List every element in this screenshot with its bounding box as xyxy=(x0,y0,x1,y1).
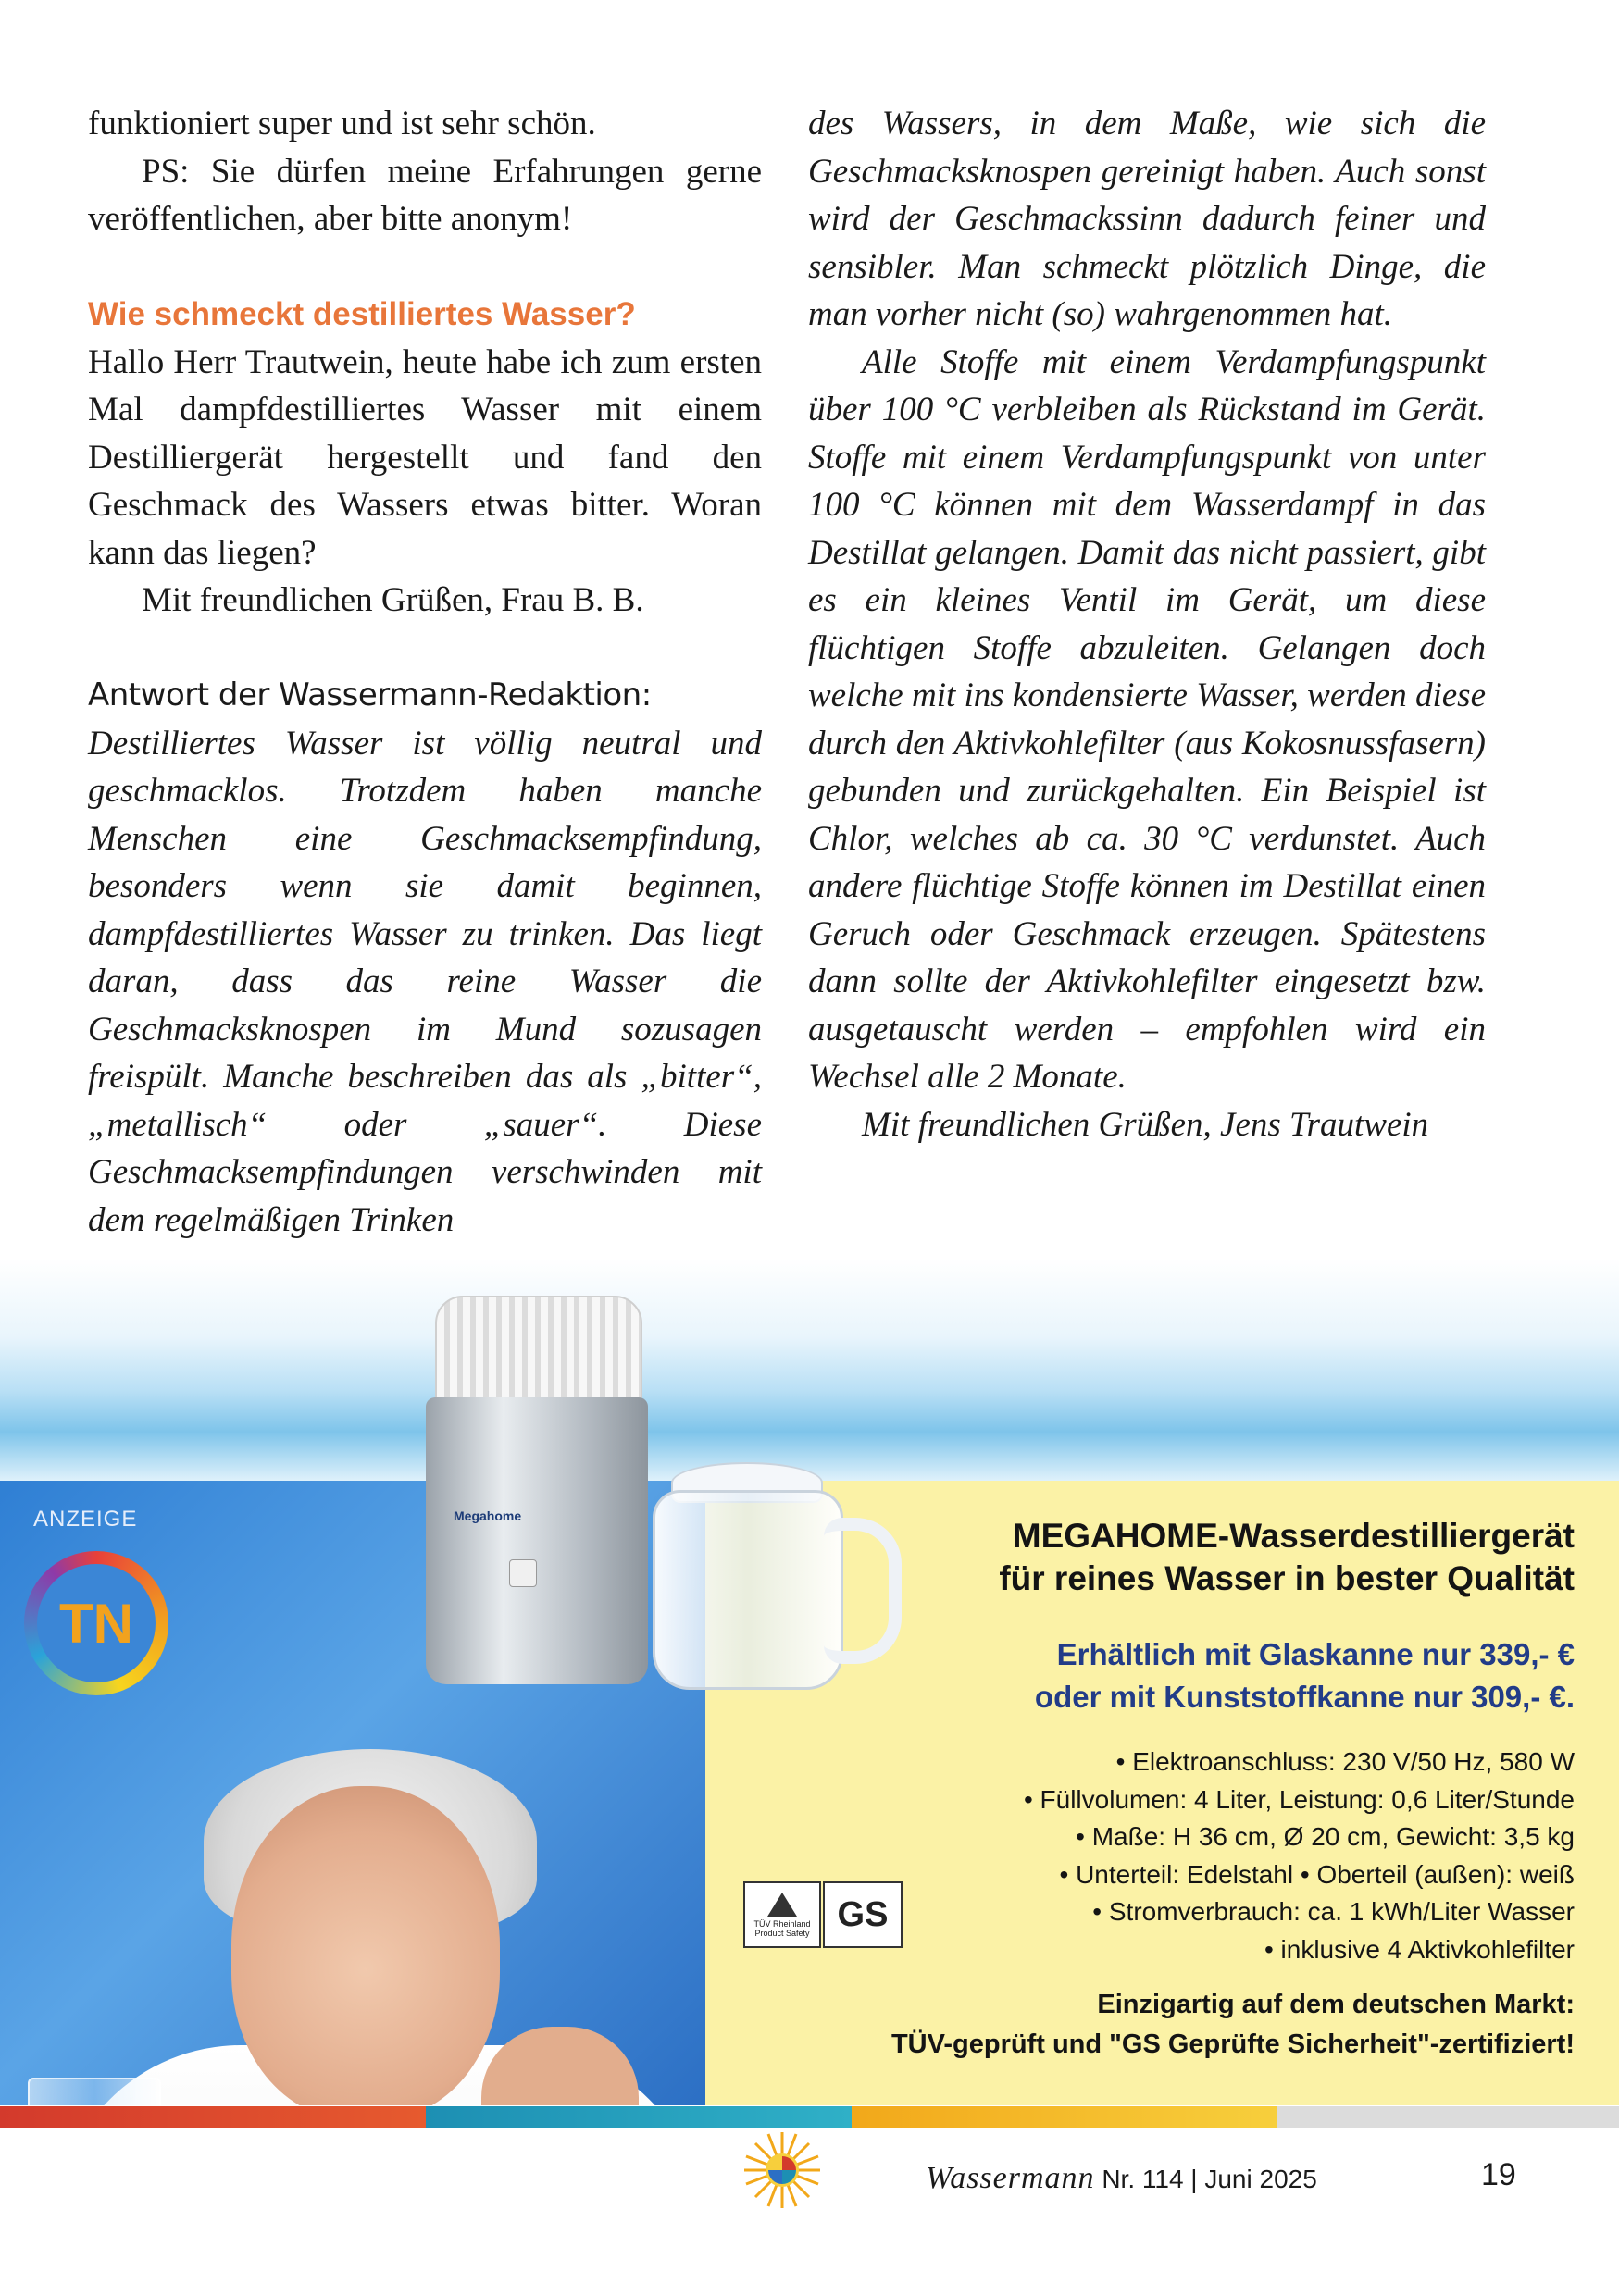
color-stripe-grey xyxy=(1277,2106,1619,2128)
signature: Mit freundlichen Grüßen, Jens Trautwein xyxy=(862,1105,1429,1144)
issue-info: Nr. 114 | Juni 2025 xyxy=(1094,2165,1317,2193)
list-item: • Unterteil: Edelstahl • Oberteil (außen): weiß xyxy=(1059,1859,1575,1889)
device-power-button xyxy=(509,1559,537,1587)
magazine-name: Wassermann xyxy=(926,2161,1095,2195)
tn-logo-icon: TN xyxy=(24,1551,168,1695)
tuv-seal-icon: TÜV Rheinland Product Safety xyxy=(743,1881,821,1948)
footer-issue xyxy=(926,2161,1317,2196)
glass-kettle xyxy=(653,1462,893,1694)
left-column xyxy=(88,100,762,1244)
list-item: • Elektroanschluss: 230 V/50 Hz, 580 W xyxy=(1115,1747,1575,1776)
distiller-device xyxy=(426,1296,648,1684)
thumb-hand xyxy=(481,2027,639,2105)
feature-list xyxy=(1024,1744,1575,1968)
paragraph: funktioniert super und ist sehr schön. xyxy=(88,105,596,143)
paragraph: Destilliertes Wasser ist völlig neutral und geschmacklos. Trotzdem haben manche Menschen eine Geschmacksempfindung, besonders wenn sie damit beginnen, dampfdestilliertes Wasser zu trinken. Das liegt daran, dass das reine Wasser die Geschmacksknospen im Mund sozusagen freispült. Manche beschreiben das als „bitter“, „metallisch“ oder „sauer“. Diese Geschmacksempfindungen verschwinden mit dem regelmäßigen Trinken xyxy=(88,724,762,1239)
ad-price: Erhältlich mit Glaskanne nur 339,- € oder mit Kunststoffkanne nur 309,- €. xyxy=(1034,1637,1575,1714)
paragraph: Mit freundlichen Grüßen, Frau B. B. xyxy=(142,581,644,619)
device-fan-top xyxy=(435,1296,642,1410)
paragraph: des Wassers, in dem Maße, wie sich die Geschmacksknospen gereinigt haben. Auch sonst wird der Geschmackssinn dadurch feiner und sensibler. Man schmeckt plötzlich Dinge, die man vorher nicht (so) wahrgenommen hat. xyxy=(808,105,1486,333)
woman-face xyxy=(231,1786,500,2105)
color-stripe-yellow xyxy=(852,2106,1277,2128)
ad-footer: Einzigartig auf dem deutschen Markt: TÜV-geprüft und "GS Geprüfte Sicherheit"-zertifiziert! xyxy=(890,1990,1575,2059)
color-stripe-teal xyxy=(426,2106,852,2128)
section-heading: Wie schmeckt destilliertes Wasser? xyxy=(88,296,636,332)
right-column xyxy=(808,100,1486,1148)
advertisement xyxy=(0,1259,1619,2105)
sun-logo-icon xyxy=(741,2128,824,2212)
color-stripe-red xyxy=(0,2106,426,2128)
page-number: 19 xyxy=(1481,2157,1516,2192)
ad-label: ANZEIGE xyxy=(33,1507,138,1532)
device-body xyxy=(426,1397,648,1684)
list-item: • Füllvolumen: 4 Liter, Leistung: 0,6 Liter/Stunde xyxy=(1023,1784,1575,1814)
water-glass-icon xyxy=(28,2078,161,2105)
list-item: • Stromverbrauch: ca. 1 kWh/Liter Wasser xyxy=(1092,1897,1575,1926)
list-item: • Maße: H 36 cm, Ø 20 cm, Gewicht: 3,5 kg xyxy=(1076,1822,1575,1851)
water-splash-background xyxy=(0,1259,1619,1481)
paragraph: Alle Stoffe mit einem Verdampfungspunkt über 100 °C verbleiben als Rückstand im Gerät. Stoffe mit einem Verdampfungspunkt von unter 100 °C können mit dem Wasserdampf in das Destillat gelangen. Damit das nicht passiert, gibt es ein kleines Ventil im Gerät, um diese flüchtigen Stoffe abzuleiten. Gelangen doch welche mit ins kondensierte Wasser, werden diese durch den Aktivkohlefilter (aus Kokosnussfasern) gebunden und zurückgehalten. Ein Beispiel ist Chlor, welches ab ca. 30 °C verdunstet. Auch andere flüchtige Stoffe können im Destillat einen Geruch oder Geschmack erzeugen. Spätestens dann sollte der Aktivkohlefilter eingesetzt bzw. ausgetauscht werden – empfohlen wird ein Wechsel alle 2 Monate. xyxy=(808,342,1486,1096)
ad-title: MEGAHOME-Wasserdestilliergerät für reines Wasser in bester Qualität xyxy=(999,1517,1575,1597)
paragraph: PS: Sie dürfen meine Erfahrungen gerne veröffentlichen, aber bitte anonym! xyxy=(88,152,762,238)
answer-heading: Antwort der Wassermann-Redaktion: xyxy=(88,676,652,714)
paragraph: Hallo Herr Trautwein, heute habe ich zum ersten Mal dampfdestilliertes Wasser mit einem Destilliergerät hergestellt und fand den Geschmack des Wassers etwas bitter. Woran kann das liegen? xyxy=(88,342,762,572)
gs-seal-icon: GS xyxy=(823,1881,903,1948)
device-brand: Megahome xyxy=(454,1508,522,1523)
list-item: • inklusive 4 Aktivkohlefilter xyxy=(1264,1934,1575,1964)
